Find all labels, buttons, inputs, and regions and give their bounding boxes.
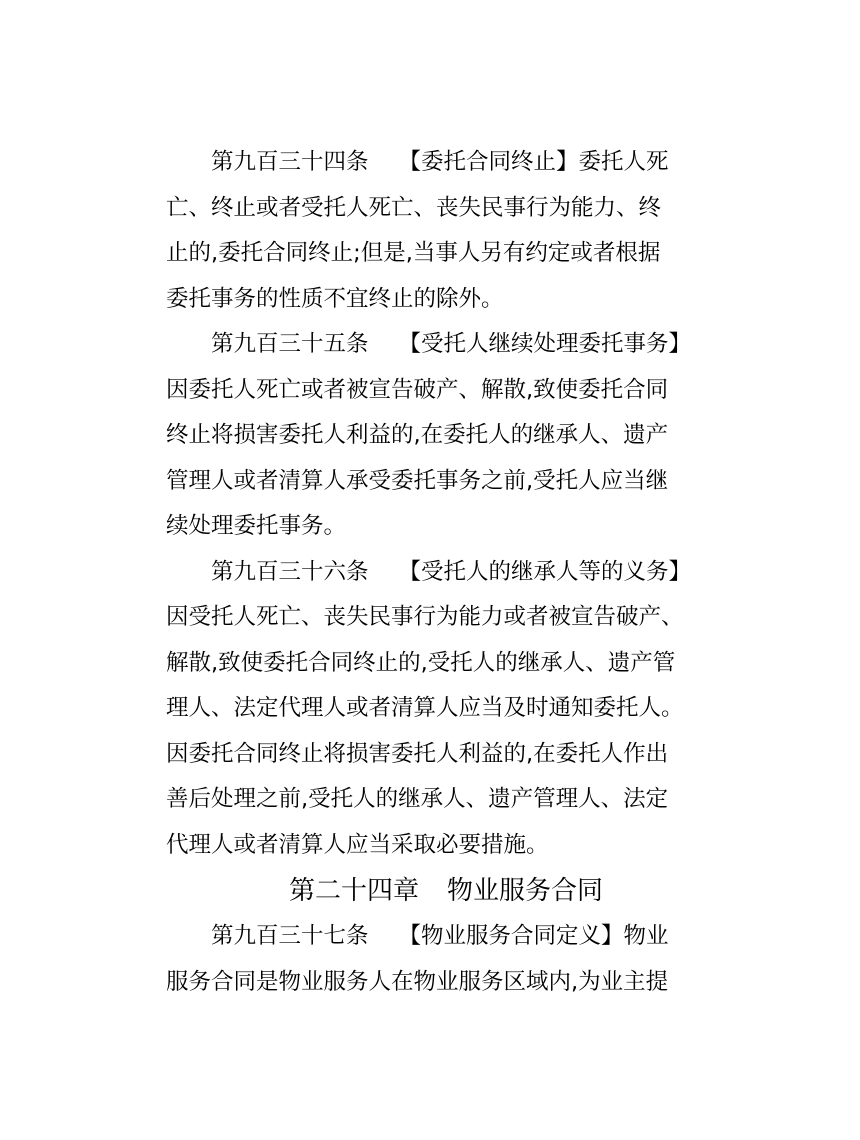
- article-934-heading-line: [166, 140, 726, 186]
- article-number: 第九百三十六条: [211, 558, 369, 585]
- article-936-line-7: 代理人或者清算人应当采取必要措施。: [166, 831, 549, 858]
- article-title: 【委托合同终止】: [398, 149, 579, 175]
- article-934-line-2: 亡、终止或者受托人死亡、丧失民事行为能力、终: [166, 194, 662, 221]
- article-937-heading-line: [166, 914, 726, 960]
- chapter-heading: [166, 868, 726, 914]
- article-936-line-2: 因受托人死亡、丧失民事行为能力或者被宣告破产、: [166, 604, 684, 630]
- article-934-line-4: 委托事务的性质不宜终止的除外。: [166, 285, 504, 312]
- article-935-heading-line: [166, 322, 726, 368]
- article-text: 物业: [623, 923, 669, 949]
- article-936-line-3: 解散,致使委托合同终止的,受托人的继承人、遗产管: [166, 649, 676, 676]
- article-title: 【受托人继续处理委托事务】: [398, 331, 692, 357]
- article-936-heading-line: [166, 550, 726, 596]
- article-936-line-4: 理人、法定代理人或者清算人应当及时通知委托人。: [166, 695, 684, 721]
- article-935-line-3: 终止将损害委托人利益的,在委托人的继承人、遗产: [166, 422, 669, 448]
- article-number: 第九百三十四条: [211, 149, 369, 175]
- article-937-line-2: 服务合同是物业服务人在物业服务区域内,为业主提: [166, 968, 669, 995]
- chapter-number: 第二十四章: [288, 876, 419, 906]
- article-935-line-2: 因委托人死亡或者被宣告破产、解散,致使委托合同: [166, 376, 669, 403]
- article-935-line-4: 管理人或者清算人承受委托事务之前,受托人应当继: [166, 467, 669, 494]
- article-934-line-3: 止的,委托合同终止;但是,当事人另有约定或者根据: [166, 240, 661, 266]
- chapter-title: 物业服务合同: [447, 876, 604, 906]
- article-text: 委托人死: [578, 149, 669, 175]
- document-body: [166, 140, 726, 1005]
- article-number: 第九百三十五条: [211, 331, 369, 357]
- article-936-line-5: 因委托合同终止将损害委托人利益的,在委托人作出: [166, 740, 669, 767]
- article-title: 【受托人的继承人等的义务】: [398, 558, 692, 585]
- article-936-line-6: 善后处理之前,受托人的继承人、遗产管理人、法定: [166, 786, 669, 812]
- article-935-line-5: 续处理委托事务。: [166, 513, 347, 539]
- article-title: 【物业服务合同定义】: [398, 923, 624, 949]
- article-number: 第九百三十七条: [211, 923, 369, 949]
